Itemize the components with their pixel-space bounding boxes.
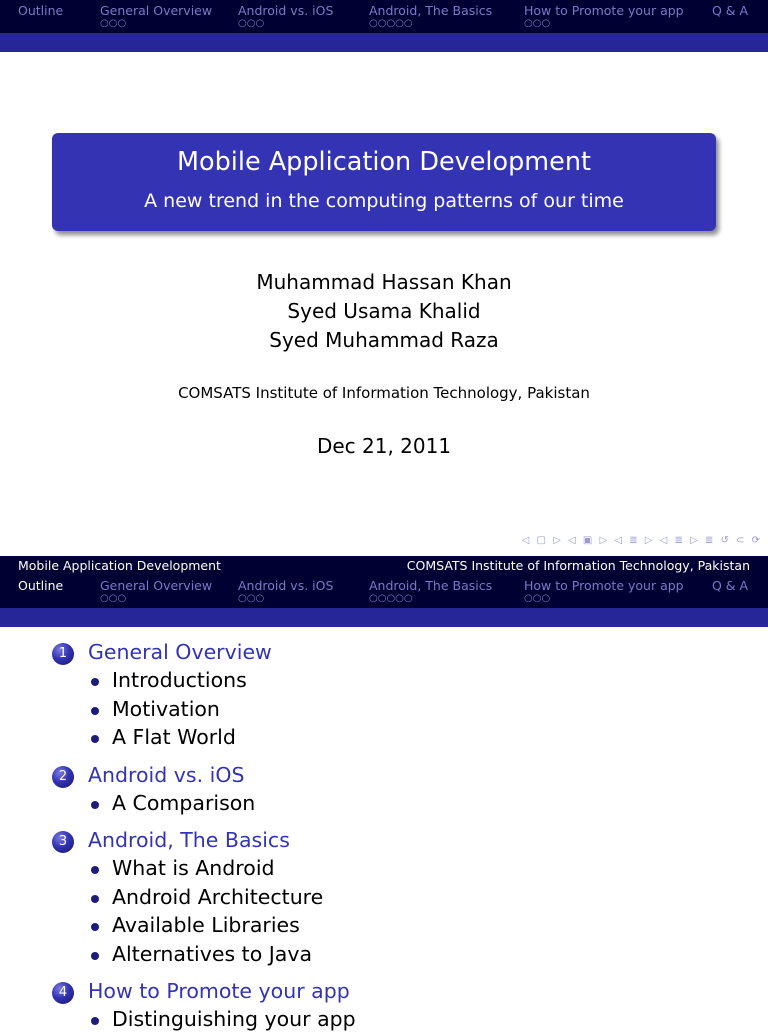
toc-subsection[interactable]: [52, 791, 752, 820]
section-title[interactable]: General Overview: [88, 640, 272, 664]
bullet-icon: [91, 923, 99, 931]
nav-dots[interactable]: ○○○: [524, 18, 551, 29]
author-name: Syed Muhammad Raza: [269, 328, 499, 352]
subsection-title[interactable]: Distinguishing your app: [112, 1007, 356, 1031]
toc-subsection[interactable]: [52, 885, 752, 914]
bullet-icon: [91, 866, 99, 874]
nav-label: Outline: [18, 3, 64, 18]
nav-dots[interactable]: ○○○: [100, 593, 127, 604]
presentation-date: Dec 21, 2011: [316, 434, 452, 458]
author-list: [0, 268, 768, 355]
nav-label: General Overview: [100, 3, 213, 18]
toc-subsection[interactable]: [52, 725, 752, 754]
toc-subsection[interactable]: [52, 697, 752, 726]
subsection-title[interactable]: Android Architecture: [112, 884, 324, 909]
section-title[interactable]: How to Promote your app: [88, 979, 350, 1003]
toc-subsection[interactable]: [52, 668, 752, 697]
section-title[interactable]: Android, The Basics: [88, 828, 290, 852]
bullet-icon: [91, 801, 99, 809]
subsection-title[interactable]: What is Android: [112, 856, 275, 880]
nav-dots[interactable]: ○○○○○: [369, 593, 413, 604]
nav-dots[interactable]: ○○○○○: [369, 18, 413, 29]
subsection-title[interactable]: Available Libraries: [112, 913, 300, 937]
nav-promote-app[interactable]: [524, 3, 684, 30]
navbar-band: [0, 608, 768, 627]
nav-qa[interactable]: [712, 578, 748, 593]
nav-dots[interactable]: ○○○: [238, 593, 265, 604]
subsection-title[interactable]: A Flat World: [112, 725, 236, 749]
section-number: 1: [52, 643, 74, 665]
section-number: 4: [52, 982, 74, 1004]
nav-label: Android vs. iOS: [238, 578, 334, 593]
nav-label: Android, The Basics: [369, 3, 493, 18]
presentation-subtitle: A new trend in the computing patterns of our time: [144, 190, 624, 212]
short-institute: COMSATS Institute of Information Technology, Pakistan: [406, 558, 750, 573]
institute: COMSATS Institute of Information Technology, Pakistan: [178, 384, 590, 402]
subsection-title[interactable]: Motivation: [112, 696, 220, 721]
nav-general-overview[interactable]: [100, 578, 212, 605]
nav-qa[interactable]: [712, 3, 748, 18]
nav-label: How to Promote your app: [524, 578, 684, 593]
nav-label: Q & A: [712, 578, 749, 593]
nav-label: Android vs. iOS: [238, 3, 334, 18]
nav-dots[interactable]: ○○○: [100, 18, 127, 29]
nav-dots[interactable]: ○○○: [238, 18, 265, 29]
title-box: [52, 133, 716, 231]
slide2-navbar: [0, 575, 768, 627]
bullet-icon: [91, 678, 99, 686]
toc-section[interactable]: [52, 828, 752, 856]
toc-subsection[interactable]: [52, 856, 752, 885]
toc-section[interactable]: [52, 763, 752, 791]
nav-android-vs-ios[interactable]: [238, 578, 333, 605]
bullet-icon: [91, 952, 99, 960]
nav-general-overview[interactable]: [100, 3, 212, 30]
short-title: Mobile Application Development: [18, 558, 221, 573]
beamer-navigation-controls[interactable]: ◁ ▢ ▷ ◁ ▣ ▷ ◁ ≣ ▷ ◁ ≣ ▷ ≣ ↺ ⊂ ⟳: [521, 535, 762, 546]
slide-header: [0, 556, 768, 575]
nav-label: General Overview: [100, 578, 213, 593]
section-title[interactable]: Android vs. iOS: [88, 762, 245, 787]
bullet-icon: [91, 707, 99, 715]
section-number: 2: [52, 766, 74, 788]
subsection-title[interactable]: Introductions: [112, 668, 247, 692]
author-name: Muhammad Hassan Khan: [256, 270, 512, 294]
section-number: 3: [52, 831, 74, 853]
toc-subsection[interactable]: [52, 1007, 752, 1036]
bullet-icon: [91, 735, 99, 743]
nav-android-basics[interactable]: [369, 578, 492, 605]
nav-dots[interactable]: ○○○: [524, 593, 551, 604]
navbar-band: [0, 33, 768, 52]
top-navbar: [0, 0, 768, 52]
author-name: Syed Usama Khalid: [287, 299, 481, 323]
toc-section[interactable]: [52, 640, 752, 668]
nav-outline[interactable]: [18, 578, 63, 593]
subsection-title[interactable]: A Comparison: [112, 790, 256, 815]
toc-section[interactable]: [52, 979, 752, 1007]
nav-android-vs-ios[interactable]: [238, 3, 333, 30]
presentation-title: Mobile Application Development: [176, 147, 591, 177]
subsection-title[interactable]: Alternatives to Java: [112, 941, 313, 966]
bullet-icon: [91, 895, 99, 903]
toc-subsection[interactable]: [52, 942, 752, 971]
nav-outline[interactable]: [18, 3, 63, 18]
nav-android-basics[interactable]: [369, 3, 492, 30]
nav-label: Q & A: [712, 3, 749, 18]
toc-subsection[interactable]: [52, 913, 752, 942]
table-of-contents: [52, 640, 752, 1036]
nav-label: Android, The Basics: [369, 578, 493, 593]
nav-promote-app[interactable]: [524, 578, 684, 605]
nav-label: Outline: [18, 578, 64, 593]
nav-label: How to Promote your app: [524, 3, 684, 18]
